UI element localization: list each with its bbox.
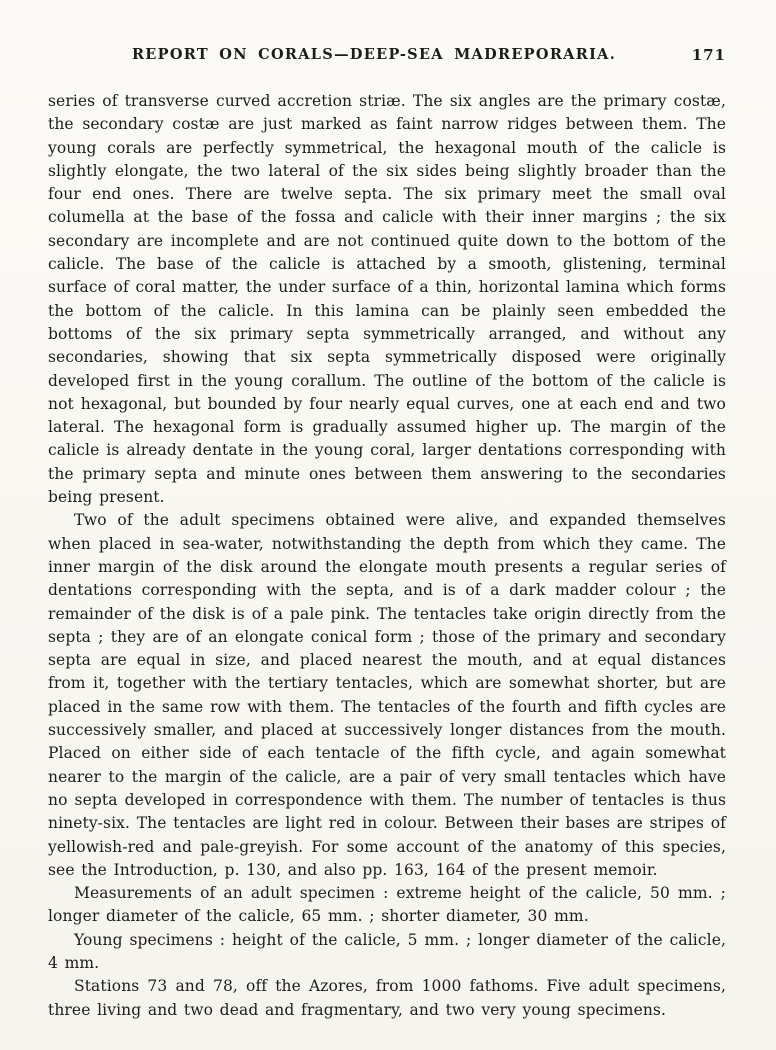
page-header — [48, 46, 726, 68]
running-title: REPORT ON CORALS—DEEP-SEA MADREPORARIA. — [131, 46, 617, 63]
body-paragraph-4: Young specimens : height of the calicle, 5 mm. ; longer diameter of the calicle, 4 mm. — [48, 930, 726, 972]
body-paragraph-1: series of transverse curved accretion striæ. The six angles are the primary costæ, the secondary costæ are just marked as faint narrow ridges between them. The young corals are perfectly symmetrical, the hexagonal mouth of the calicle is slightly elongate, the two lateral of the six sides being slightly broader than the four end ones. There are twelve septa. The six primary meet the small oval columella at the base of the fossa and calicle with their inner margins ; the six secondary are incomplete and are not continued quite down to the bottom of the calicle. The base of the calicle is attached by a smooth, glistening, terminal surface of coral matter, the under surface of a thin, horizontal lamina which forms the bottom of the calicle. In this lamina can be plainly seen embedded the bottoms of the six primary septa symmetrically arranged, and without any secondaries, showing that six septa symmetrically disposed were originally developed first in the young corallum. The outline of the bottom of the calicle is not hexagonal, but bounded by four nearly equal curves, one at each end and two lateral. The hexagonal form is gradually assumed higher up. The margin of the calicle is already dentate in the young coral, larger dentations corresponding with the primary septa and minute ones between them answering to the secondaries being present. — [48, 92, 726, 507]
page-body — [48, 90, 726, 1022]
body-paragraph-5: Stations 73 and 78, off the Azores, from 1000 fathoms. Five adult specimens, three living and two dead and fragmentary, and two very young specimens. — [48, 977, 726, 1019]
body-paragraph-3: Measurements of an adult specimen : extreme height of the calicle, 50 mm. ; longer diameter of the calicle, 65 mm. ; shorter diameter, 30 mm. — [48, 884, 726, 926]
body-paragraph-2: Two of the adult specimens obtained were alive, and expanded themselves when placed in sea-water, notwithstanding the depth from which they came. The inner margin of the disk around the elongate mouth presents a regular series of dentations corresponding with the septa, and is of a dark madder colour ; the remainder of the disk is of a pale pink. The tentacles take origin directly from the septa ; they are of an elongate conical form ; those of the primary and secondary septa are equal in size, and placed nearest the mouth, and at equal distances from it, together with the tertiary tentacles, which are somewhat shorter, but are placed in the same row with them. The tentacles of the fourth and fifth cycles are successively smaller, and placed at successively longer distances from the mouth. Placed on either side of each tentacle of the fifth cycle, and again somewhat nearer to the margin of the calicle, are a pair of very small tentacles which have no septa developed in correspondence with them. The number of tentacles is thus ninety-six. The tentacles are light red in colour. Between their bases are stripes of yellowish-red and pale-greyish. For some account of the anatomy of this species, see the Introduction, p. 130, and also pp. 163, 164 of the present memoir. — [48, 511, 726, 879]
page-number: 171 — [691, 46, 726, 64]
